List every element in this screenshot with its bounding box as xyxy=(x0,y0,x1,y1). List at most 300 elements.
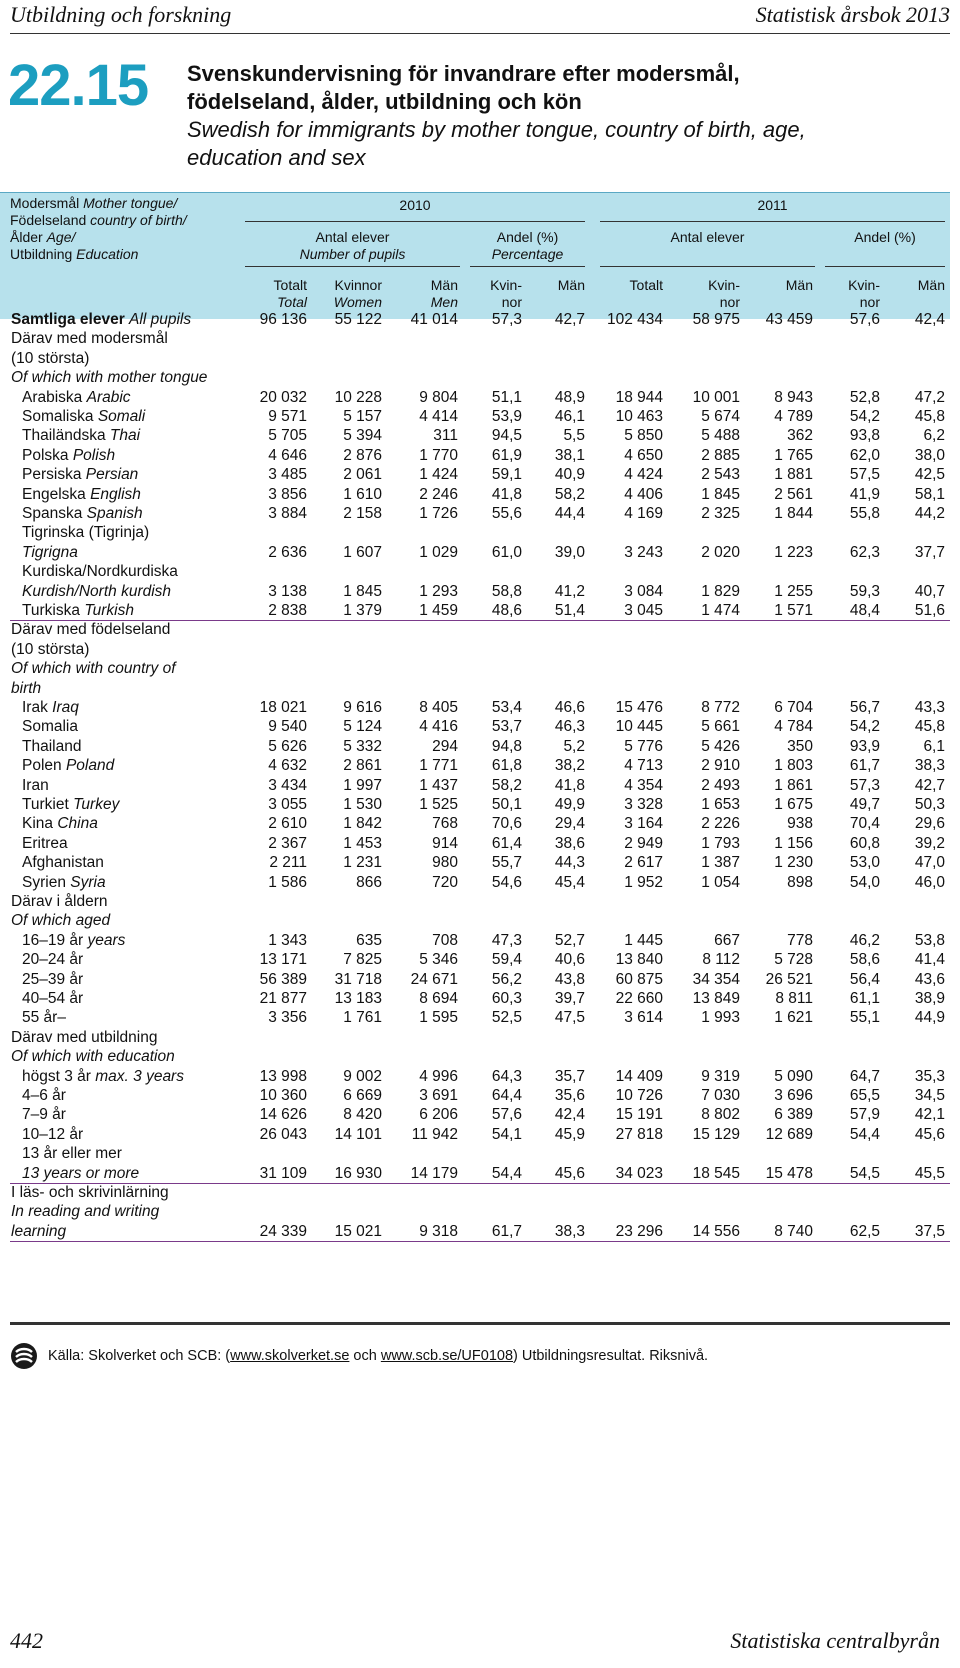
table-cell: 45,4 xyxy=(554,873,585,891)
row-label xyxy=(22,950,83,970)
table-cell: 1 255 xyxy=(774,582,813,600)
table-cell: 9 002 xyxy=(343,1067,382,1085)
table-cell: 58,2 xyxy=(554,485,585,503)
table-cell: 52,8 xyxy=(849,388,880,406)
table-cell: 54,2 xyxy=(849,718,880,736)
row-label-sv: Eritrea xyxy=(22,834,68,852)
col-total-2010 xyxy=(227,277,307,311)
table-cell: 38,6 xyxy=(554,834,585,852)
col-men-en: Men xyxy=(430,294,458,310)
table-cell: 45,6 xyxy=(914,1125,945,1143)
row-label-en: In reading and writing xyxy=(11,1203,160,1221)
table-cell: 5 090 xyxy=(774,1067,813,1085)
table-cell: 1 156 xyxy=(774,834,813,852)
table-cell: 708 xyxy=(432,931,458,949)
table-cell: 61,4 xyxy=(491,834,522,852)
table-cell: 5 426 xyxy=(701,737,740,755)
table-cell: 9 616 xyxy=(343,699,382,716)
row-label xyxy=(22,1144,122,1164)
table-cell: 43 459 xyxy=(765,311,813,328)
row-label-sv: (10 största) xyxy=(11,640,90,658)
table-row xyxy=(0,1183,950,1203)
row-label-sv: 16–19 år xyxy=(22,931,84,949)
source-prefix: Källa: Skolverket och SCB: ( xyxy=(48,1348,231,1364)
table-cell: 56,2 xyxy=(491,970,522,988)
table-cell: 55,7 xyxy=(491,854,522,872)
row-label-en: Somali xyxy=(97,408,146,425)
table-cell: 58,2 xyxy=(491,776,522,794)
table-cell: 37,7 xyxy=(914,543,945,561)
row-label xyxy=(22,717,78,737)
table-cell: 61,7 xyxy=(849,757,880,775)
table-cell: 51,1 xyxy=(491,388,522,406)
table-cell: 1 610 xyxy=(343,485,382,503)
row-label xyxy=(11,659,176,679)
table-cell: 1 437 xyxy=(419,776,458,794)
table-cell: 61,9 xyxy=(491,446,522,464)
table-cell: 38,9 xyxy=(914,990,945,1007)
table-cell: 5 488 xyxy=(701,427,740,445)
table-cell: 1 474 xyxy=(701,602,740,619)
table-cell: 8 943 xyxy=(774,388,813,406)
table-cell: 43,6 xyxy=(914,970,945,988)
table-cell: 38,0 xyxy=(914,446,945,464)
table-cell: 61,8 xyxy=(491,757,522,775)
table-cell: 1 525 xyxy=(419,796,458,813)
table-cell: 42,1 xyxy=(914,1106,945,1124)
row-label xyxy=(11,640,89,660)
table-cell: 45,6 xyxy=(554,1164,585,1182)
table-cell: 40,7 xyxy=(914,582,945,600)
table-row xyxy=(0,310,950,330)
row-label xyxy=(11,329,168,349)
stub-sv-1: Modersmål xyxy=(10,195,80,211)
table-cell: 10 360 xyxy=(259,1087,307,1104)
table-cell: 720 xyxy=(432,873,458,891)
col-women-en: Women xyxy=(333,294,382,310)
table-cell: 1 952 xyxy=(624,873,663,891)
table-cell: 2 838 xyxy=(268,602,307,619)
table-row xyxy=(0,1222,950,1242)
table-cell: 8 405 xyxy=(419,699,458,716)
table-cell: 50,1 xyxy=(491,796,522,813)
table-cell: 56,7 xyxy=(849,699,880,716)
table-cell: 46,2 xyxy=(849,931,880,949)
table-row xyxy=(0,1144,950,1164)
stub-sv-2: Födelseland xyxy=(10,212,87,228)
table-row xyxy=(0,1202,950,1222)
table-cell: 1 459 xyxy=(419,602,458,619)
row-label-sv: I läs- och skrivinlärning xyxy=(11,1184,169,1201)
table-cell: 1 379 xyxy=(343,602,382,619)
table-cell: 1 223 xyxy=(774,543,813,561)
row-label-en: 13 years or more xyxy=(22,1164,140,1182)
col-women-pct-2011 xyxy=(820,277,880,311)
table-title xyxy=(187,60,957,172)
row-label xyxy=(22,1086,66,1106)
row-label-sv: Därav i åldern xyxy=(11,893,108,910)
row-label-en: Of which with education xyxy=(11,1048,175,1066)
table-row xyxy=(0,620,950,640)
table-cell: 34 023 xyxy=(615,1164,663,1182)
row-label-sv: högst 3 år xyxy=(22,1067,91,1085)
source-link-scb[interactable]: www.scb.se/UF0108 xyxy=(380,1348,514,1364)
table-cell: 1 571 xyxy=(774,602,813,619)
table-row xyxy=(0,853,950,873)
row-label xyxy=(22,795,119,815)
table-cell: 53,0 xyxy=(849,854,880,872)
row-label xyxy=(11,911,110,931)
table-row xyxy=(0,407,950,427)
row-label-sv: Samtliga elever xyxy=(11,311,125,328)
table-cell: 6,1 xyxy=(923,737,945,755)
table-cell: 8 740 xyxy=(774,1222,813,1240)
row-label-en: Polish xyxy=(72,446,116,464)
table-cell: 3 696 xyxy=(774,1087,813,1104)
table-cell: 5,5 xyxy=(563,427,585,445)
table-cell: 13 183 xyxy=(334,990,382,1007)
table-cell: 62,3 xyxy=(849,543,880,561)
table-cell: 1 770 xyxy=(419,446,458,464)
table-cell: 1 231 xyxy=(343,854,382,872)
table-cell: 1 881 xyxy=(774,466,813,484)
table-cell: 31 718 xyxy=(334,970,382,988)
table-cell: 1 653 xyxy=(701,796,740,813)
table-cell: 768 xyxy=(432,815,458,833)
row-label xyxy=(22,814,98,834)
title-sv-line2: födelseland, ålder, utbildning och kön xyxy=(187,89,582,114)
col-nor-2011: nor xyxy=(719,294,740,310)
table-row xyxy=(0,504,950,524)
table-row xyxy=(0,1105,950,1125)
share-sv: Andel (%) xyxy=(496,229,559,245)
table-cell: 57,6 xyxy=(849,311,880,328)
table-cell: 38,1 xyxy=(554,446,585,464)
row-label-sv: Tigrinska (Tigrinja) xyxy=(22,524,150,542)
table-cell: 8 420 xyxy=(343,1106,382,1124)
table-cell: 13 171 xyxy=(259,951,307,969)
table-cell: 46,1 xyxy=(554,408,585,425)
table-cell: 2 949 xyxy=(624,834,663,852)
table-row xyxy=(0,834,950,854)
table-row xyxy=(0,1164,950,1184)
table-cell: 41,2 xyxy=(554,582,585,600)
table-cell: 93,9 xyxy=(849,737,880,755)
col-kvin-pct-2011: Kvin- xyxy=(848,277,880,293)
table-cell: 42,5 xyxy=(914,466,945,484)
row-label-en: Persian xyxy=(85,466,139,484)
table-cell: 53,7 xyxy=(491,718,522,736)
row-label-en: Turkey xyxy=(73,796,120,813)
table-cell: 2 861 xyxy=(343,757,382,775)
table-row xyxy=(0,911,950,931)
table-cell: 2 246 xyxy=(419,485,458,503)
table-cell: 6,2 xyxy=(923,427,945,445)
table-cell: 2 561 xyxy=(774,485,813,503)
row-label xyxy=(22,776,49,796)
table-cell: 48,9 xyxy=(554,388,585,406)
row-label-sv: Iran xyxy=(22,776,49,794)
row-label-sv: 10–12 år xyxy=(22,1125,84,1143)
table-cell: 1 530 xyxy=(343,796,382,813)
row-label xyxy=(22,523,149,543)
table-cell: 94,8 xyxy=(491,737,522,755)
page-number: 442 xyxy=(10,1628,43,1653)
row-label xyxy=(22,1067,184,1087)
table-cell: 53,8 xyxy=(914,931,945,949)
table-row xyxy=(0,368,950,388)
table-cell: 24 339 xyxy=(259,1222,307,1240)
table-row xyxy=(0,873,950,893)
table-cell: 3 328 xyxy=(624,796,663,813)
table-cell: 1 586 xyxy=(268,873,307,891)
table-cell: 40,9 xyxy=(554,466,585,484)
table-cell: 778 xyxy=(787,931,813,949)
table-cell: 2 020 xyxy=(701,543,740,561)
table-cell: 6 206 xyxy=(419,1106,458,1124)
source-suffix: ) Utbildningsresultat. Riksnivå. xyxy=(513,1348,709,1364)
row-label-en: Tigrigna xyxy=(22,543,78,561)
table-cell: 5 705 xyxy=(268,427,307,445)
table-cell: 57,9 xyxy=(849,1106,880,1124)
table-cell: 14 409 xyxy=(615,1067,663,1085)
source-link-skolverket[interactable]: www.skolverket.se xyxy=(230,1348,350,1364)
table-row xyxy=(0,1028,950,1048)
table-row xyxy=(0,950,950,970)
table-cell: 18 944 xyxy=(615,388,663,406)
table-cell: 60,8 xyxy=(849,834,880,852)
table-cell: 12 689 xyxy=(765,1125,813,1143)
table-row xyxy=(0,562,950,582)
col-total-2011: Totalt xyxy=(629,277,663,293)
row-label xyxy=(22,562,178,582)
table-cell: 980 xyxy=(432,854,458,872)
table-cell: 10 726 xyxy=(615,1087,663,1104)
row-label-en: Syria xyxy=(70,873,106,891)
row-label-sv: 4–6 år xyxy=(22,1087,66,1104)
row-label-en: Thai xyxy=(109,427,141,445)
table-cell: 4 414 xyxy=(419,408,458,425)
table-cell: 41 014 xyxy=(410,311,458,328)
row-label xyxy=(11,1202,159,1222)
row-label-sv: Spanska xyxy=(22,505,83,522)
row-label xyxy=(22,989,83,1009)
table-cell: 5 332 xyxy=(343,737,382,755)
table-cell: 4 169 xyxy=(624,505,663,522)
table-cell: 38,3 xyxy=(554,1222,585,1240)
row-label-sv: (10 största) xyxy=(11,349,90,367)
row-label xyxy=(11,310,191,330)
table-cell: 4 789 xyxy=(774,408,813,425)
row-label-sv: Polen xyxy=(22,757,62,775)
table-cell: 4 416 xyxy=(419,718,458,736)
table-cell: 44,3 xyxy=(554,854,585,872)
table-cell: 1 829 xyxy=(701,582,740,600)
pupils-header-2011: Antal elever xyxy=(670,229,745,245)
row-label-en: Kurdish/North kurdish xyxy=(22,582,172,600)
table-cell: 41,8 xyxy=(554,776,585,794)
row-label xyxy=(11,1047,175,1067)
table-cell: 2 493 xyxy=(701,776,740,794)
col-kvin: Kvin- xyxy=(490,277,522,293)
table-row xyxy=(0,1008,950,1028)
table-cell: 96 136 xyxy=(259,311,307,328)
row-label xyxy=(11,620,170,640)
table-cell: 58,8 xyxy=(491,582,522,600)
table-cell: 1 343 xyxy=(268,931,307,949)
table-cell: 4 784 xyxy=(774,718,813,736)
table-cell: 53,9 xyxy=(491,408,522,425)
table-cell: 15 476 xyxy=(615,699,663,716)
table-cell: 47,5 xyxy=(554,1009,585,1027)
table-row xyxy=(0,446,950,466)
table-row xyxy=(0,426,950,446)
table-row xyxy=(0,582,950,602)
table-cell: 8 802 xyxy=(701,1106,740,1124)
row-label xyxy=(22,1164,139,1184)
table-cell: 1 765 xyxy=(774,446,813,464)
table-cell: 56 389 xyxy=(259,970,307,988)
row-label-sv: Irak xyxy=(22,699,48,716)
table-cell: 13 840 xyxy=(615,951,663,969)
table-cell: 27 818 xyxy=(615,1125,663,1143)
row-label xyxy=(22,446,115,466)
row-label-sv: Thailändska xyxy=(22,427,106,445)
col-total-en: Total xyxy=(277,294,307,310)
table-cell: 2 885 xyxy=(701,446,740,464)
share-rule-2011 xyxy=(825,266,945,267)
row-label xyxy=(22,698,79,718)
row-label xyxy=(22,853,104,873)
table-cell: 48,4 xyxy=(849,602,880,619)
table-cell: 14 626 xyxy=(259,1106,307,1124)
table-cell: 1 997 xyxy=(343,776,382,794)
table-cell: 4 424 xyxy=(624,466,663,484)
pupils-rule-2011 xyxy=(600,266,815,267)
table-cell: 3 614 xyxy=(624,1009,663,1027)
row-label xyxy=(22,504,143,524)
table-cell: 59,1 xyxy=(491,466,522,484)
table-cell: 3 084 xyxy=(624,582,663,600)
table-row xyxy=(0,1125,950,1145)
table-cell: 1 761 xyxy=(343,1009,382,1027)
table-cell: 51,6 xyxy=(914,602,945,619)
table-cell: 22 660 xyxy=(615,990,663,1007)
row-label-en: Poland xyxy=(65,757,115,775)
table-cell: 2 617 xyxy=(624,854,663,872)
row-label-en: Spanish xyxy=(86,505,143,522)
table-cell: 61,0 xyxy=(491,543,522,561)
row-label xyxy=(22,834,68,854)
table-cell: 294 xyxy=(432,737,458,755)
table-cell: 53,4 xyxy=(491,699,522,716)
stub-sv-3: Ålder xyxy=(10,229,43,245)
table-row xyxy=(0,931,950,951)
row-label-sv: Därav med modersmål xyxy=(11,330,168,348)
table-cell: 15 191 xyxy=(615,1106,663,1124)
table-cell: 44,2 xyxy=(914,505,945,522)
table-cell: 54,1 xyxy=(491,1125,522,1143)
table-cell: 26 043 xyxy=(259,1125,307,1143)
table-cell: 4 996 xyxy=(419,1067,458,1085)
table-cell: 42,4 xyxy=(554,1106,585,1124)
row-label-sv: Persiska xyxy=(22,466,82,484)
table-cell: 102 434 xyxy=(606,311,663,328)
row-label-sv: Kurdiska/Nordkurdiska xyxy=(22,563,178,581)
table-cell: 3 138 xyxy=(268,582,307,600)
title-en-line2: education and sex xyxy=(187,145,366,170)
table-cell: 3 434 xyxy=(268,776,307,794)
table-cell: 31 109 xyxy=(259,1164,307,1182)
table-cell: 15 021 xyxy=(334,1222,382,1240)
row-label xyxy=(22,543,78,563)
row-label-sv: 7–9 år xyxy=(22,1106,66,1124)
row-label-sv: 40–54 år xyxy=(22,990,84,1007)
row-label-en: Turkish xyxy=(84,602,134,619)
table-cell: 9 540 xyxy=(268,718,307,736)
table-cell: 4 650 xyxy=(624,446,663,464)
table-cell: 38,3 xyxy=(914,757,945,775)
table-cell: 54,6 xyxy=(491,873,522,891)
table-cell: 667 xyxy=(714,931,740,949)
table-cell: 1 844 xyxy=(774,505,813,522)
table-cell: 938 xyxy=(787,815,813,833)
title-sv-line1: Svenskundervisning för invandrare efter modersmål, xyxy=(187,61,740,86)
table-cell: 5 394 xyxy=(343,427,382,445)
row-label xyxy=(22,388,131,408)
row-label-sv: 20–24 år xyxy=(22,951,84,969)
table-cell: 54,4 xyxy=(849,1125,880,1143)
table-cell: 914 xyxy=(432,834,458,852)
col-women-2010 xyxy=(302,277,382,311)
row-label-sv: Turkiska xyxy=(22,602,80,619)
table-cell: 4 406 xyxy=(624,485,663,503)
row-label-en: Of which with mother tongue xyxy=(11,369,208,387)
table-cell: 2 910 xyxy=(701,757,740,775)
table-cell: 29,6 xyxy=(914,815,945,833)
table-row xyxy=(0,329,950,349)
table-cell: 14 179 xyxy=(410,1164,458,1182)
table-row xyxy=(0,717,950,737)
row-label-sv: Engelska xyxy=(22,485,86,503)
table-cell: 2 211 xyxy=(269,854,307,872)
row-label-en: Arabic xyxy=(86,388,131,406)
table-cell: 43,3 xyxy=(914,699,945,716)
row-label xyxy=(22,582,171,602)
table-row xyxy=(0,698,950,718)
table-cell: 61,7 xyxy=(491,1222,522,1240)
table-cell: 1 445 xyxy=(624,931,663,949)
table-cell: 58,6 xyxy=(849,951,880,969)
table-cell: 51,4 xyxy=(554,602,585,619)
table-row xyxy=(0,989,950,1009)
table-cell: 55,8 xyxy=(849,505,880,522)
table-cell: 39,2 xyxy=(914,834,945,852)
year-2011-rule xyxy=(600,221,945,222)
col-total-sv: Totalt xyxy=(273,277,307,293)
table-cell: 34 354 xyxy=(692,970,740,988)
table-cell: 6 669 xyxy=(343,1087,382,1104)
table-cell: 45,8 xyxy=(914,718,945,736)
table-cell: 54,5 xyxy=(849,1164,880,1182)
table-cell: 57,3 xyxy=(849,776,880,794)
table-row xyxy=(0,679,950,699)
table-cell: 41,4 xyxy=(914,951,945,969)
table-cell: 1 054 xyxy=(701,873,740,891)
table-cell: 1 861 xyxy=(774,776,813,794)
table-row xyxy=(0,756,950,776)
table-cell: 59,3 xyxy=(849,582,880,600)
